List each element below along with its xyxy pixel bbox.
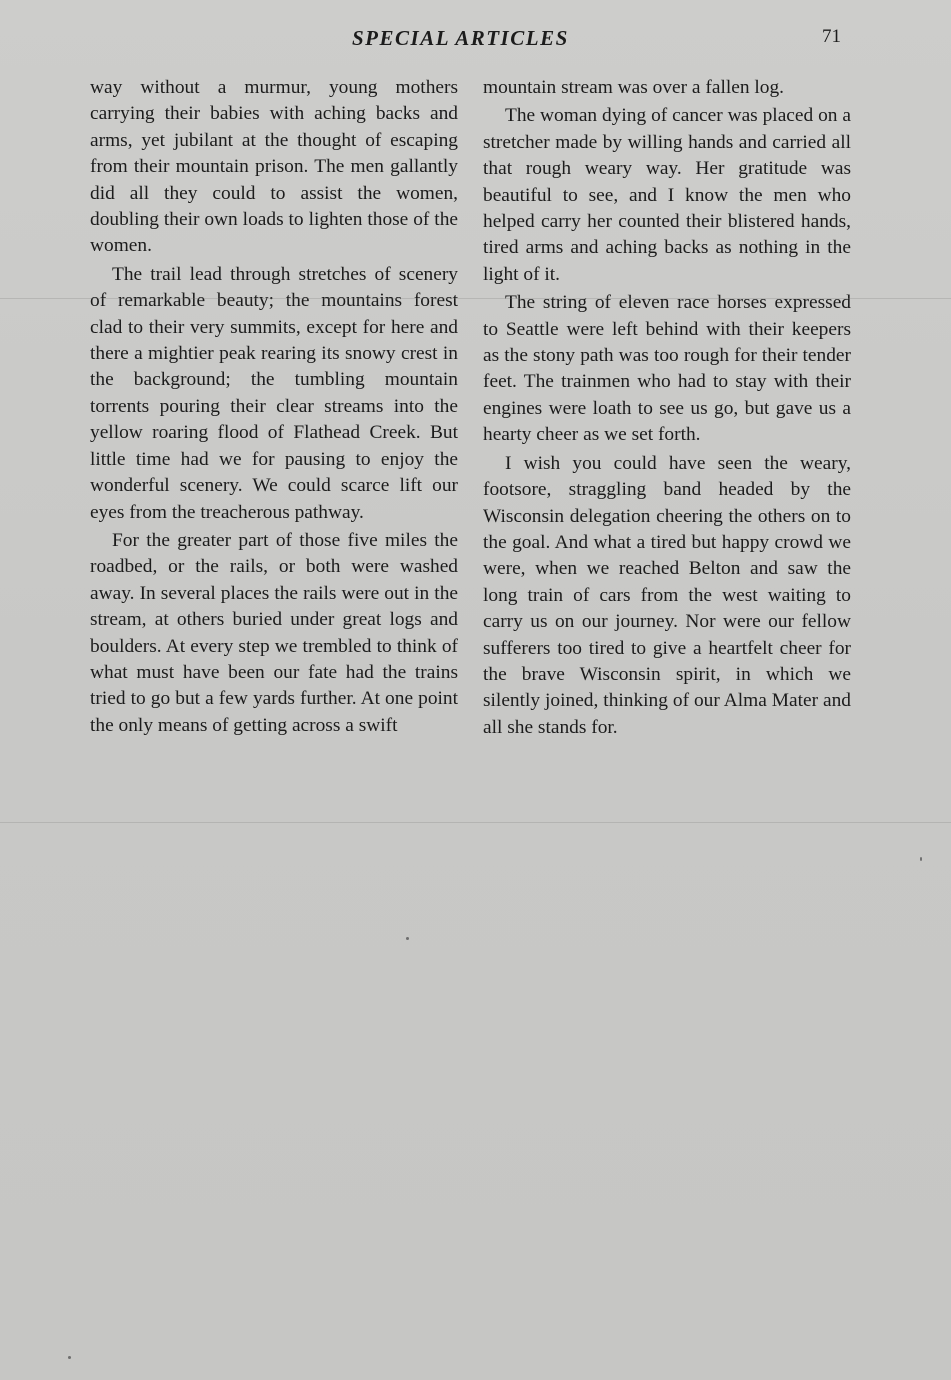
paragraph: The trail lead through stretches of scenery of remarkable beauty; the mountains forest clad to their very summits, except for here and there a mightier peak rearing its snowy crest in the background; the tumbling mountain torrents pouring their clear streams into the yellow roaring flood of Flathead Creek. But little time had we for pausing to enjoy the wonderful scenery. We could scarce lift our eyes from the treacherous pathway. (90, 263, 458, 523)
page-number: 71 (822, 26, 841, 47)
scan-artifact-line (0, 298, 951, 299)
paper-speck (68, 1356, 71, 1359)
paragraph: For the greater part of those five miles the roadbed, or the rails, or both were washed away. In several places the rails were out in the stream, at others buried under great logs and boulders. At every step we trembled to think of what must have been our fate had the trains tried to go but a few yards further. At one point the only means of getting across a swift (90, 529, 458, 736)
paragraph: The woman dying of cancer was placed on a stretcher made by willing hands and carried all that rough weary way. Her gratitude was beautiful to see, and I know the men who helped carry her counted their blistered hands, tired arms and aching backs as nothing in the light of it. (483, 105, 851, 285)
running-header (0, 24, 951, 54)
scan-artifact-line (0, 822, 951, 823)
paragraph: way without a murmur, young mothers carrying their babies with aching backs and arms, yet jubilant at the thought of escaping from their mountain prison. The men gallantly did all they could to assist the women, doubling their own loads to lighten those of the women. (90, 77, 458, 257)
paper-speck (406, 937, 409, 940)
left-column (90, 75, 458, 741)
paragraph: mountain stream was over a fallen log. (483, 77, 784, 98)
paper-speck (920, 857, 922, 861)
paragraph: The string of eleven race horses expressed to Seattle were left behind with their keepers as the stony path was too rough for their tender feet. The trainmen who had to stay with their engines were loath to see us go, but gave us a hearty cheer as we set forth. (483, 292, 851, 446)
right-column (483, 75, 851, 743)
running-title: SPECIAL ARTICLES (352, 26, 569, 50)
paragraph: I wish you could have seen the weary, footsore, straggling band headed by the Wisconsin delegation cheering the others on to the goal. And what a tired but happy crowd we were, when we reached Belton and saw the long train of cars from the west waiting to carry us on our journey. Nor were our fellow sufferers too tired to give a heartfelt cheer for the brave Wisconsin spirit, in which we silently joined, thinking of our Alma Mater and all she stands for. (483, 452, 851, 738)
